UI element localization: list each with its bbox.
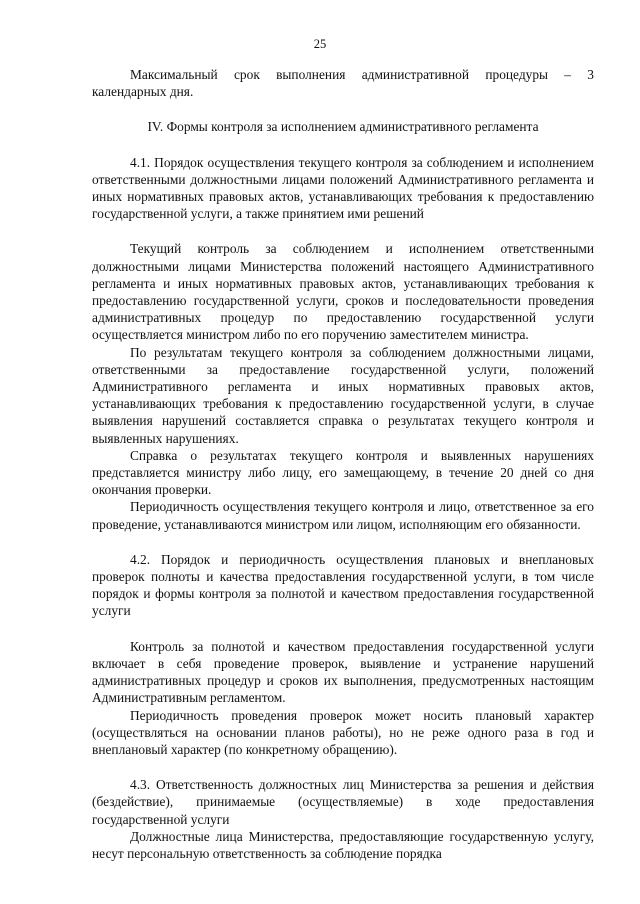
paragraph-quality-control: Контроль за полнотой и качеством предоставления государственной услуги включает в себя проведение проверок, выявление и устранение нарушений административных процедур и сроков их выполнения, предусмотренных настоящим Административным регламентом. (92, 638, 594, 706)
subsection-heading-4-3: 4.3. Ответственность должностных лиц Министерства за решения и действия (бездействие), принимаемые (осуществляемые) в ходе предоставления государственной услуги (92, 777, 594, 827)
document-body (92, 66, 594, 862)
section-title-iv: IV. Формы контроля за исполнением административного регламента (147, 119, 539, 135)
page-number: 25 (313, 37, 327, 51)
paragraph-current-control: Текущий контроль за соблюдением и исполнением ответственными должностными лицами Министерства положений настоящего Административного регламента и иных нормативных правовых актов, устанавливающих требования к предоставлению государственной услуги, сроков и последовательности проведения административных процедур по предоставлению государственной услуги осуществляется министром либо по его поручению заместителем министра. (92, 241, 594, 343)
paragraph-control-results: По результатам текущего контроля за соблюдением должностными лицами, ответственными за предоставление государственной услуги, положений Административного регламента и иных нормативных правовых актов, устанавливающих требования к предоставлению государственной услуги, в случае выявления нарушений составляется справка о результатах текущего контроля и выявленных нарушениях. (92, 344, 594, 446)
paragraph-control-periodicity: Периодичность осуществления текущего контроля и лицо, ответственное за его проведение, устанавливаются министром или лицом, исполняющим его обязанности. (92, 499, 594, 532)
paragraph-official-responsibility: Должностные лица Министерства, предоставляющие государственную услугу, несут персональную ответственность за соблюдение порядка (92, 828, 594, 861)
paragraph-inspection-periodicity: Периодичность проведения проверок может носить плановый характер (осуществляться на основании планов работы), но не реже одного раза в год и внеплановый характер (по конкретному обращению). (92, 707, 594, 757)
subsection-heading-4-2: 4.2. Порядок и периодичность осуществления плановых и внеплановых проверок полноты и качества предоставления государственной услуги, в том числе порядок и формы контроля за полнотой и качеством предоставления государственной услуги (92, 551, 594, 619)
paragraph-control-report: Справка о результатах текущего контроля и выявленных нарушениях представляется министру либо лицу, его замещающему, в течение 20 дней со дня окончания проверки. (92, 447, 594, 498)
paragraph-max-term: Максимальный срок выполнения административной процедуры – 3 календарных дня. (92, 67, 594, 100)
subsection-heading-4-1: 4.1. Порядок осуществления текущего контроля за соблюдением и исполнением ответственными должностными лицами положений Административного регламента и иных нормативных правовых актов, устанавливающих требования к предоставлению государственной услуги, а также принятием ими решений (92, 154, 594, 222)
